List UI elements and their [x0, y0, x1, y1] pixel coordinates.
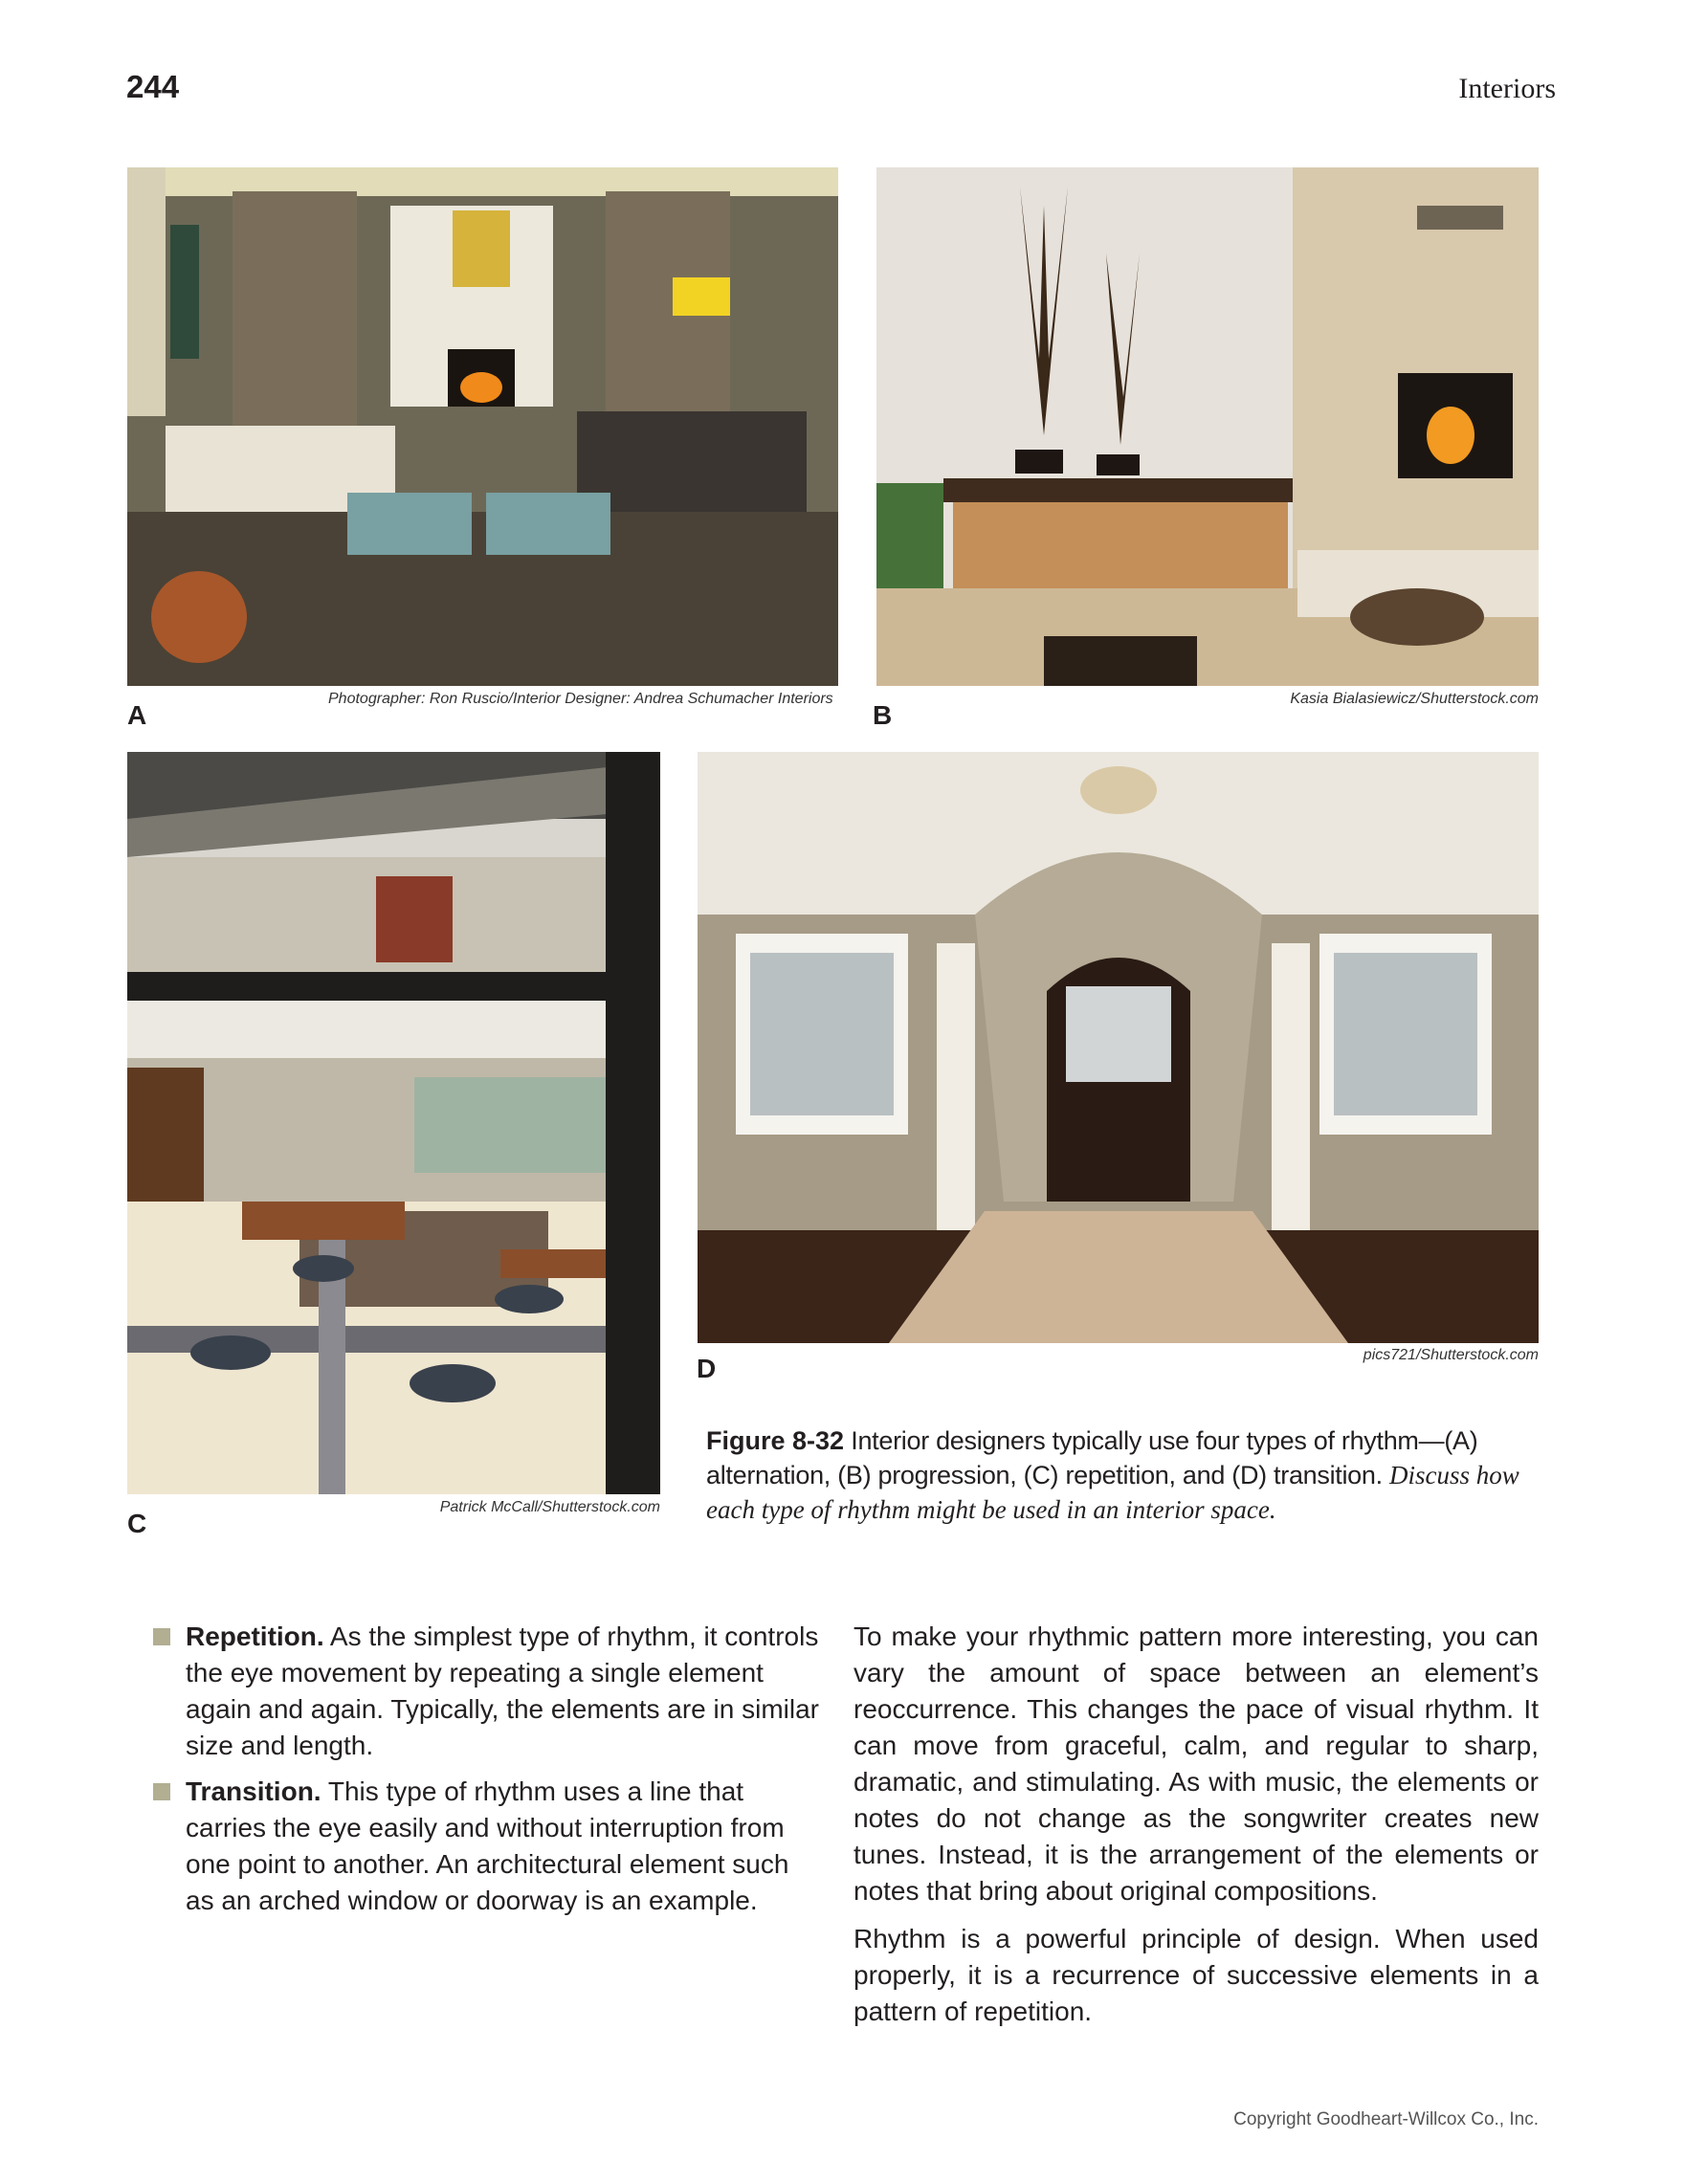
photo-d-entry	[698, 752, 1539, 1343]
bullet-square-icon	[153, 1783, 170, 1800]
list-item-repetition	[153, 1619, 823, 1764]
photo-credit-a: Photographer: Ron Ruscio/Interior Designer: Andrea Schumacher Interiors	[328, 691, 833, 707]
photo-c-atrium	[127, 752, 660, 1494]
photo-credit-b: Kasia Bialasiewicz/Shutterstock.com	[1290, 691, 1539, 707]
figure-caption-text: Interior designers typically use four types of rhythm—(A) alternation, (B) progression, (C) repetition, and (D) transition.	[706, 1426, 1478, 1489]
panel-letter-d: D	[697, 1354, 717, 1383]
bullet-square-icon	[153, 1628, 170, 1645]
copyright-notice: Copyright Goodheart-Willcox Co., Inc.	[1233, 2109, 1539, 2129]
body-paragraph: Rhythm is a powerful principle of design. When used properly, it is a recurrence of successive elements in a pattern of repetition.	[854, 1924, 1539, 2026]
photo-credit-c: Patrick McCall/Shutterstock.com	[439, 1499, 660, 1515]
photo-credit-d: pics721/Shutterstock.com	[1363, 1347, 1539, 1363]
figure-label: Figure 8-32	[706, 1426, 845, 1455]
bullet-term: Repetition.	[186, 1621, 324, 1651]
bullet-term: Transition.	[186, 1776, 321, 1806]
bullet-text: As the simplest type of rhythm, it controls the eye movement by repeating a single element again and again. Typically, the elements are in similar size and length.	[186, 1621, 819, 1760]
body-paragraph: To make your rhythmic pattern more interesting, you can vary the amount of space between an element’s reoccurrence. This changes the pace of visual rhythm. It can move from graceful, calm, and regular to sharp, dramatic, and stimulating. As with music, the elements or notes do not change as the songwriter creates new tunes. Instead, it is the arrangement of the elements or notes that bring about original compositions.	[854, 1621, 1539, 1906]
figure-discussion-question: Discuss how each type of rhythm might be used in an interior space.	[706, 1461, 1519, 1524]
page-number: 244	[126, 69, 180, 104]
body-text-right-column	[854, 1619, 1539, 2041]
panel-letter-a: A	[127, 700, 147, 730]
panel-letter-c: C	[127, 1509, 147, 1538]
rhythm-type-list	[153, 1619, 823, 1929]
running-head: Interiors	[1458, 73, 1556, 104]
list-item-transition	[153, 1774, 823, 1919]
bullet-text: This type of rhythm uses a line that carries the eye easily and without interruption from one point to another. An architectural element such as an arched window or doorway is an example.	[186, 1776, 789, 1915]
photo-a-living-room	[127, 167, 838, 686]
panel-letter-b: B	[873, 700, 893, 730]
photo-b-fireplace	[876, 167, 1539, 686]
figure-caption	[706, 1423, 1567, 1527]
